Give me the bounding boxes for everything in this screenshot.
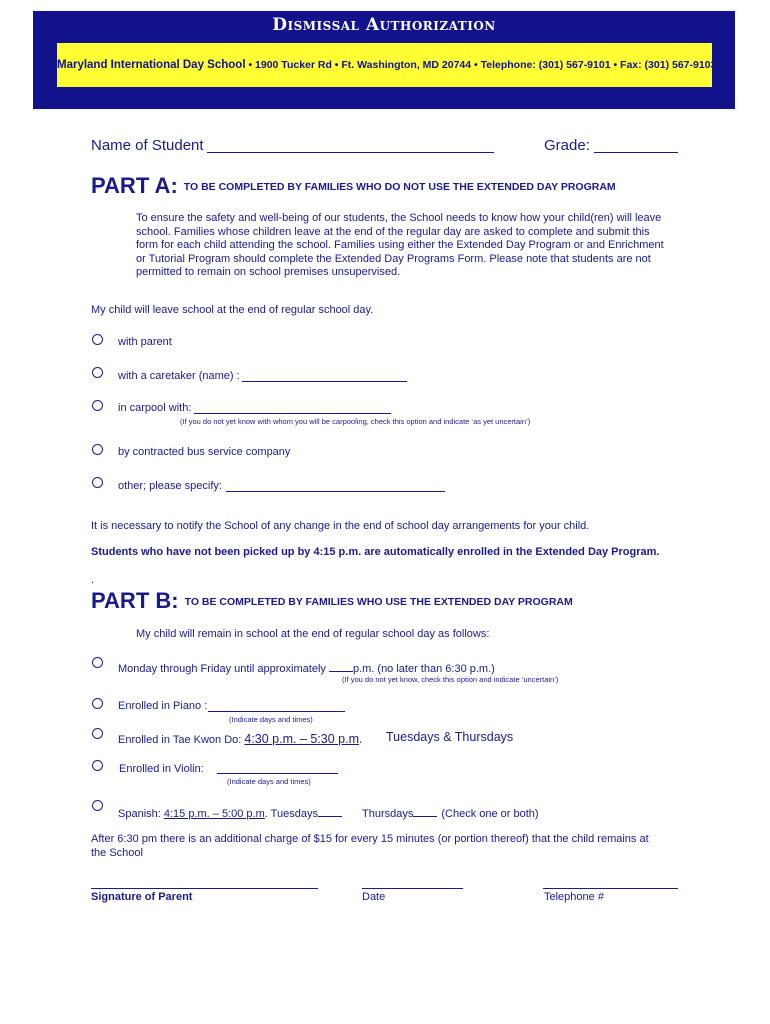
radio-bus[interactable]: [92, 444, 103, 455]
pickup-notice: Students who have not been picked up by 4:15 p.m. are automatically enrolled in the Extended Day Program.: [91, 546, 660, 558]
caretaker-name-field[interactable]: [242, 381, 407, 382]
grade-label: Grade:: [544, 137, 590, 154]
taekwondo-days: Tuesdays & Thursdays: [386, 730, 514, 744]
taekwondo-time: 4:30 p.m. – 5:30 p.m: [244, 732, 360, 746]
option-bus-label: by contracted bus service company: [118, 446, 291, 458]
after-charge-line: After 6:30 pm there is an additional charge of $15 for every 15 minutes (or portion thereof) that the child remains at: [91, 833, 649, 845]
option-piano-label: Enrolled in Piano :: [118, 700, 208, 712]
parent-signature-label: Signature of Parent: [91, 891, 193, 903]
part-a-intro-line: or Tutorial Program should complete the Extended Day Programs Form. Please note that students are not: [136, 252, 651, 265]
option-taekwondo: Enrolled in Tae Kwon Do: 4:30 p.m. – 5:30 p.m.: [118, 732, 363, 746]
option-with-parent-label: with parent: [118, 336, 172, 348]
telephone-label: Telephone #: [544, 891, 604, 903]
option-spanish: Spanish: 4:15 p.m. – 5:00 p.m. Tuesdays: [118, 805, 342, 822]
student-name-label: Name of Student: [91, 137, 204, 154]
part-a-heading: PART A: TO BE COMPLETED BY FAMILIES WHO DO NOT USE THE EXTENDED DAY PROGRAM: [91, 173, 616, 198]
remain-statement: My child will remain in school at the end of regular school day as follows:: [136, 628, 490, 640]
radio-piano[interactable]: [92, 698, 103, 709]
violin-note: (Indicate days and times): [227, 777, 311, 786]
radio-violin[interactable]: [92, 760, 103, 771]
radio-taekwondo[interactable]: [92, 728, 103, 739]
part-a-intro-line: school. Families whose children leave at the end of the regular day are asked to complete and submit this: [136, 225, 650, 238]
option-other-label: other; please specify:: [118, 480, 222, 492]
radio-other[interactable]: [92, 477, 103, 488]
radio-with-parent[interactable]: [92, 334, 103, 345]
spanish-tuesdays-field[interactable]: [318, 805, 342, 817]
option-carpool-label: in carpool with:: [118, 402, 192, 414]
grade-field[interactable]: [594, 152, 678, 153]
after-charge-line: the School: [91, 846, 143, 859]
radio-carpool[interactable]: [92, 400, 103, 411]
spanish-time: 4:15 p.m. – 5:00 p.m: [163, 808, 265, 820]
part-a-intro-line: To ensure the safety and well-being of our students, the School needs to know how your child(ren) will leave: [136, 212, 662, 224]
part-b-heading: PART B: TO BE COMPLETED BY FAMILIES WHO USE THE EXTENDED DAY PROGRAM: [91, 588, 573, 613]
radio-spanish[interactable]: [92, 800, 103, 811]
leave-statement: My child will leave school at the end of regular school day.: [91, 304, 374, 316]
part-b-subheading: TO BE COMPLETED BY FAMILIES WHO USE THE EXTENDED DAY PROGRAM: [184, 596, 573, 608]
piano-days-field[interactable]: [208, 711, 345, 712]
date-label: Date: [362, 891, 386, 903]
student-name-field[interactable]: [207, 152, 494, 153]
telephone-field[interactable]: [543, 888, 678, 889]
spanish-thursdays-field[interactable]: [413, 805, 437, 817]
part-a-intro-line: form for each child attending the school. Families using either the Extended Day Program or and Enrichment: [136, 239, 664, 251]
school-contact: • 1900 Tucker Rd • Ft. Washington, MD 20744 • Telephone: (301) 567-9101 • Fax: (301) 567-9103: [248, 59, 717, 71]
parent-signature-field[interactable]: [91, 888, 318, 889]
school-name: Maryland International Day School: [57, 59, 246, 71]
other-specify-field[interactable]: [226, 491, 445, 492]
part-a-intro-line: permitted to remain on school premises unsupervised.: [136, 266, 401, 278]
pickup-time-field[interactable]: [329, 660, 353, 672]
stray-dot: .: [91, 574, 95, 586]
part-a-subheading: TO BE COMPLETED BY FAMILIES WHO DO NOT USE THE EXTENDED DAY PROGRAM: [183, 181, 616, 193]
carpool-field[interactable]: [194, 413, 391, 414]
school-address: [57, 59, 717, 71]
radio-caretaker[interactable]: [92, 367, 103, 378]
monday-friday-note: (If you do not yet know, check this option and indicate ‘uncertain’): [342, 675, 559, 684]
piano-note: (Indicate days and times): [229, 715, 313, 724]
form-title: Dismissal Authorization: [272, 15, 496, 35]
violin-days-field[interactable]: [217, 773, 338, 774]
carpool-note: (If you do not yet know with whom you will be carpooling, check this option and indicate ‘as yet uncertain’): [180, 417, 531, 426]
option-violin-label: Enrolled in Violin:: [119, 763, 204, 775]
date-field[interactable]: [362, 888, 463, 889]
radio-monday-friday[interactable]: [92, 657, 103, 668]
option-monday-friday: Monday through Friday until approximately p.m. (no later than 6:30 p.m.): [118, 660, 495, 677]
spanish-thursdays: Thursdays (Check one or both): [362, 805, 539, 822]
notify-statement: It is necessary to notify the School of any change in the end of school day arrangements for your child.: [91, 520, 590, 532]
option-caretaker-label: with a caretaker (name) :: [118, 370, 240, 382]
